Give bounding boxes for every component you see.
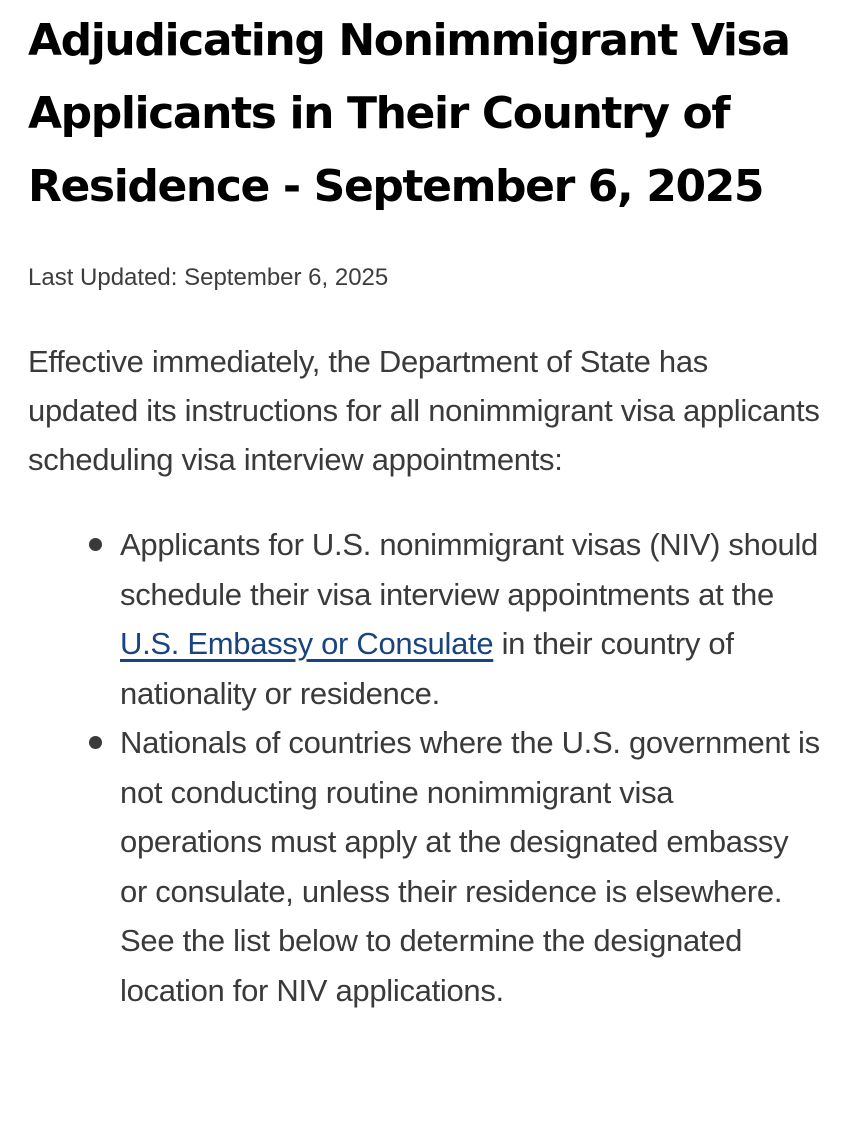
intro-paragraph: Effective immediately, the Department of State has updated its instructions for all nonimmigrant visa applicants scheduling visa interview appointments: — [28, 344, 820, 477]
list-item-text-before-link: Applicants for U.S. nonimmigrant visas (NIV) should schedule their visa interview appointments at the — [120, 527, 818, 612]
list-item-text: Nationals of countries where the U.S. government is not conducting routine nonimmigrant visa operations must apply at the designated embassy or consulate, unless their residence is elsewhere. See the list below to determine the designated location for NIV applications. — [120, 725, 820, 1008]
list-item — [28, 718, 822, 1015]
bullet-icon — [89, 736, 102, 749]
bullet-icon — [89, 538, 102, 551]
embassy-consulate-link[interactable]: U.S. Embassy or Consulate — [120, 626, 494, 661]
page-title: Adjudicating Nonimmigrant Visa Applicants in Their Country of Residence - September 6, 2025 — [28, 15, 790, 212]
last-updated-text: Last Updated: September 6, 2025 — [28, 264, 389, 291]
instruction-list — [28, 520, 822, 1015]
list-item — [28, 520, 822, 718]
list-item-text-after-link: in their country of nationality or residence. — [120, 626, 734, 711]
